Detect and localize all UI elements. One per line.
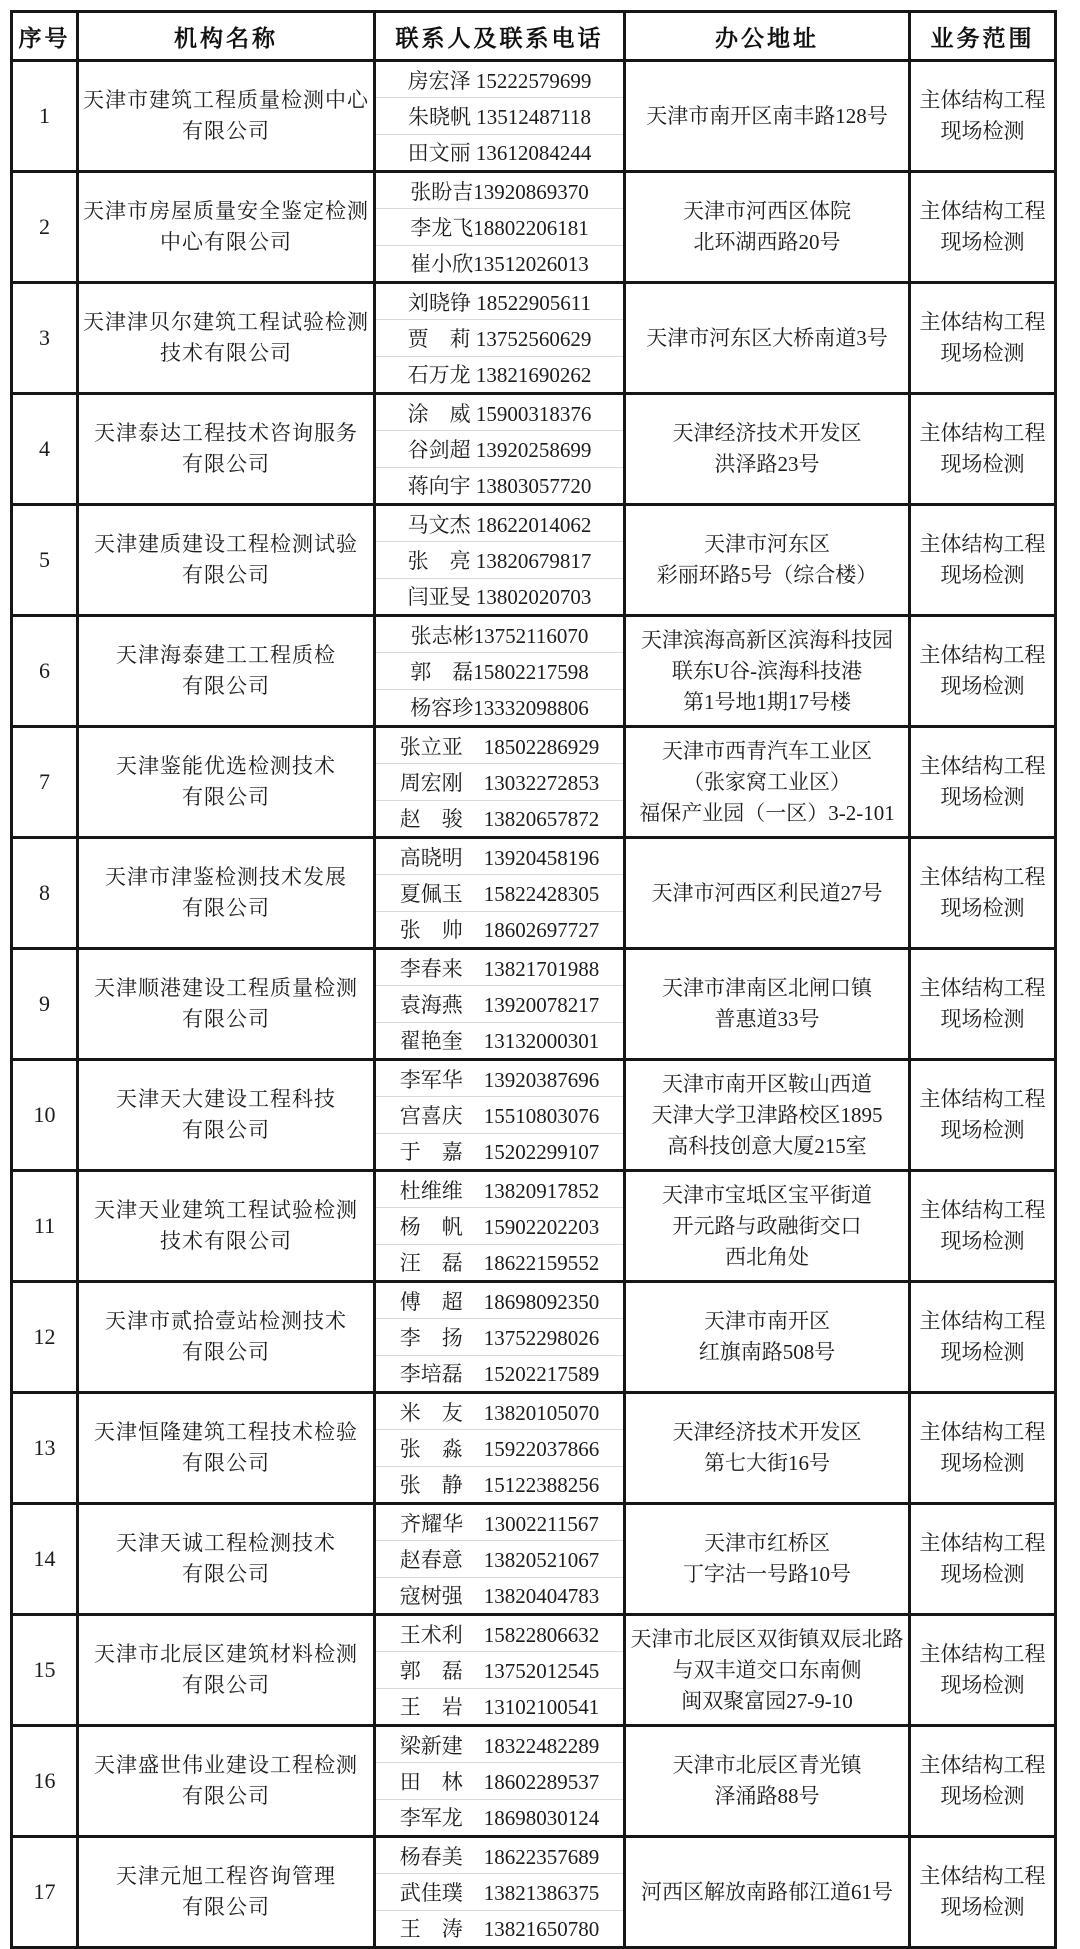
contact-line: 田文丽 13612084244 — [407, 141, 592, 166]
address-line: 天津市北辰区双街镇双辰北路 — [630, 1626, 904, 1651]
header-address: 办公地址 — [625, 12, 910, 61]
table-row — [12, 949, 1056, 1060]
contact-line: 房宏泽 15222579699 — [376, 62, 623, 98]
contacts-cell — [375, 394, 625, 505]
address-cell — [625, 949, 910, 1060]
scope-cell — [910, 283, 1056, 394]
table-row — [12, 1837, 1056, 1948]
table-row — [12, 1615, 1056, 1726]
contact-line: 郭 磊 13752012545 — [376, 1652, 623, 1688]
address-line: 天津市河西区体院 — [683, 199, 851, 223]
contact-line: 米 友 13820105070 — [376, 1394, 623, 1430]
contacts-list — [376, 1616, 623, 1724]
contact-line: 张盼吉13920869370 — [376, 173, 623, 209]
contacts-cell — [375, 838, 625, 949]
header-scope: 业务范围 — [910, 12, 1056, 61]
org-name-line: 有限公司 — [182, 896, 270, 920]
org-name-line: 有限公司 — [182, 1784, 270, 1808]
contact-line: 王术利 15822806632 — [376, 1616, 623, 1652]
scope-line: 现场检测 — [940, 1673, 1025, 1697]
scope-line: 现场检测 — [940, 119, 1025, 143]
table-row — [12, 1504, 1056, 1615]
org-name-cell — [78, 61, 375, 172]
org-name-line: 有限公司 — [182, 1673, 270, 1697]
row-number: 12 — [12, 1282, 78, 1393]
address-line: 天津市北辰区青光镇 — [672, 1753, 862, 1777]
contacts-list — [376, 1838, 623, 1946]
table-row — [12, 1171, 1056, 1282]
org-name-line: 有限公司 — [182, 563, 270, 587]
contacts-list — [376, 839, 623, 947]
org-name-line: 天津海泰建工工程质检 — [116, 643, 336, 667]
scope-line: 主体结构工程 — [919, 643, 1046, 667]
row-number: 15 — [12, 1615, 78, 1726]
org-name-line: 天津津贝尔建筑工程试验检测 — [83, 310, 369, 334]
contact-line: 贾 莉 13752560629 — [376, 320, 623, 356]
address-line: 泽涌路88号 — [714, 1784, 820, 1808]
org-name-line: 天津市北辰区建筑材料检测 — [94, 1642, 358, 1666]
address-line: 天津市河东区大桥南道3号 — [646, 325, 888, 350]
org-name-line: 有限公司 — [182, 1451, 270, 1475]
contact-line: 李军华 13920387696 — [376, 1061, 623, 1097]
contact-line: 张立亚 18502286929 — [376, 728, 623, 764]
contacts-cell — [375, 1615, 625, 1726]
address-line: 高科技创意大厦215室 — [667, 1133, 867, 1158]
scope-line: 现场检测 — [940, 563, 1025, 587]
scope-line: 主体结构工程 — [919, 1309, 1046, 1333]
org-name-line: 有限公司 — [182, 1895, 270, 1919]
table-row — [12, 394, 1056, 505]
org-name-line: 天津天业建筑工程试验检测 — [94, 1198, 358, 1222]
contacts-cell — [375, 1393, 625, 1504]
org-name-cell — [78, 172, 375, 283]
scope-line: 主体结构工程 — [919, 976, 1046, 1000]
contacts-cell — [375, 1282, 625, 1393]
scope-line: 主体结构工程 — [919, 1420, 1046, 1444]
contact-line: 张 淼 15922037866 — [376, 1430, 623, 1466]
contact-line: 李 扬 13752298026 — [376, 1319, 623, 1355]
org-name-cell — [78, 1837, 375, 1948]
contact-line: 张志彬13752116070 — [376, 617, 623, 653]
contact-line: 李培磊 15202217589 — [399, 1362, 600, 1387]
contact-line: 梁新建 18322482289 — [376, 1727, 623, 1763]
contact-line: 高晓明 13920458196 — [376, 839, 623, 875]
contact-line: 夏佩玉 15822428305 — [376, 875, 623, 911]
org-name-line: 天津泰达工程技术咨询服务 — [94, 421, 358, 445]
scope-cell — [910, 616, 1056, 727]
contact-line: 李春来 13821701988 — [376, 950, 623, 986]
address-line: 联东U谷-滨海科技港 — [671, 658, 863, 683]
org-name-cell — [78, 1393, 375, 1504]
address-line: 天津市宝坻区宝平街道 — [662, 1182, 872, 1207]
address-cell — [625, 1393, 910, 1504]
row-number: 7 — [12, 727, 78, 838]
address-line: 天津经济技术开发区 — [672, 421, 862, 445]
scope-cell — [910, 1504, 1056, 1615]
contacts-list — [376, 728, 623, 836]
contact-line: 张 亮 13820679817 — [376, 542, 623, 578]
scope-line: 现场检测 — [940, 452, 1025, 476]
contacts-cell — [375, 283, 625, 394]
contact-line: 赵 骏 13820657872 — [399, 807, 600, 832]
scope-line: 现场检测 — [940, 1562, 1025, 1586]
contact-line: 闫亚旻 13802020703 — [407, 585, 592, 610]
contacts-list — [376, 395, 623, 503]
address-line: 河西区解放南路郁江道61号 — [641, 1879, 893, 1904]
org-name-line: 天津市房屋质量安全鉴定检测 — [83, 199, 369, 223]
scope-cell — [910, 505, 1056, 616]
address-cell — [625, 1171, 910, 1282]
contact-line: 张 帅 18602697727 — [399, 918, 600, 943]
scope-line: 现场检测 — [940, 1784, 1025, 1808]
address-cell — [625, 1504, 910, 1615]
header-org-name: 机构名称 — [78, 12, 375, 61]
scope-line: 主体结构工程 — [919, 1198, 1046, 1222]
contact-line: 郭 磊15802217598 — [376, 653, 623, 689]
contacts-cell — [375, 505, 625, 616]
row-number: 6 — [12, 616, 78, 727]
contacts-list — [376, 1505, 623, 1613]
org-name-cell — [78, 616, 375, 727]
contacts-list — [376, 1727, 623, 1835]
org-name-line: 天津天诚工程检测技术 — [116, 1531, 336, 1555]
address-line: （张家窝工业区） — [683, 769, 851, 794]
org-name-line: 有限公司 — [182, 452, 270, 476]
contact-line: 于 嘉 15202299107 — [399, 1140, 600, 1165]
contacts-cell — [375, 61, 625, 172]
org-name-cell — [78, 727, 375, 838]
contact-line: 蒋向宇 13803057720 — [407, 474, 592, 499]
address-line: 天津市河东区 — [704, 532, 830, 556]
table-row — [12, 727, 1056, 838]
org-name-cell — [78, 1726, 375, 1837]
org-name-line: 有限公司 — [182, 119, 270, 143]
contact-line: 寇树强 13820404783 — [399, 1584, 600, 1609]
scope-line: 主体结构工程 — [919, 1087, 1046, 1111]
scope-line: 主体结构工程 — [919, 754, 1046, 778]
address-cell — [625, 394, 910, 505]
row-number: 1 — [12, 61, 78, 172]
contact-line: 张 静 15122388256 — [399, 1473, 600, 1498]
org-name-cell — [78, 283, 375, 394]
address-cell — [625, 172, 910, 283]
address-cell — [625, 1726, 910, 1837]
contacts-cell — [375, 1726, 625, 1837]
scope-cell — [910, 1393, 1056, 1504]
row-number: 9 — [12, 949, 78, 1060]
scope-line: 现场检测 — [940, 896, 1025, 920]
contacts-list — [376, 950, 623, 1058]
contact-line: 杨春美 18622357689 — [376, 1838, 623, 1874]
row-number: 14 — [12, 1504, 78, 1615]
address-line: 天津市红桥区 — [704, 1531, 830, 1555]
contact-line: 王 岩 13102100541 — [399, 1695, 600, 1720]
scope-cell — [910, 1060, 1056, 1171]
org-name-line: 有限公司 — [182, 785, 270, 809]
org-name-cell — [78, 1171, 375, 1282]
org-name-line: 有限公司 — [182, 1118, 270, 1142]
contact-line: 崔小欣13512026013 — [410, 252, 589, 277]
org-name-line: 有限公司 — [182, 1562, 270, 1586]
contact-line: 谷剑超 13920258699 — [376, 431, 623, 467]
org-name-line: 天津恒隆建筑工程技术检验 — [94, 1420, 358, 1444]
contact-line: 李军龙 18698030124 — [399, 1806, 600, 1831]
row-number: 10 — [12, 1060, 78, 1171]
contact-line: 翟艳奎 13132000301 — [399, 1029, 600, 1054]
contact-line: 袁海燕 13920078217 — [376, 986, 623, 1022]
address-cell — [625, 727, 910, 838]
scope-cell — [910, 838, 1056, 949]
header-row — [12, 12, 1056, 61]
table-row — [12, 283, 1056, 394]
scope-line: 主体结构工程 — [919, 1642, 1046, 1666]
address-line: 天津市南开区南丰路128号 — [646, 103, 888, 128]
address-line: 普惠道33号 — [714, 1007, 820, 1031]
scope-line: 主体结构工程 — [919, 1531, 1046, 1555]
row-number: 8 — [12, 838, 78, 949]
contact-line: 涂 威 15900318376 — [376, 395, 623, 431]
contact-line: 王 涛 13821650780 — [399, 1917, 600, 1942]
contact-line: 杨容珍13332098806 — [410, 696, 589, 721]
contacts-cell — [375, 1060, 625, 1171]
contacts-list — [376, 617, 623, 725]
scope-line: 现场检测 — [940, 1895, 1025, 1919]
scope-line: 现场检测 — [940, 230, 1025, 254]
address-cell — [625, 838, 910, 949]
address-line: 天津市河西区利民道27号 — [651, 880, 883, 905]
org-name-line: 天津天大建设工程科技 — [116, 1087, 336, 1111]
contacts-list — [376, 284, 623, 392]
contacts-list — [376, 1061, 623, 1169]
org-name-line: 中心有限公司 — [160, 230, 292, 254]
contacts-cell — [375, 1837, 625, 1948]
contact-line: 马文杰 18622014062 — [376, 506, 623, 542]
contacts-cell — [375, 616, 625, 727]
scope-line: 现场检测 — [940, 1007, 1025, 1031]
org-name-line: 天津盛世伟业建设工程检测 — [94, 1753, 358, 1777]
contact-line: 杜维维 13820917852 — [376, 1172, 623, 1208]
scope-line: 现场检测 — [940, 1451, 1025, 1475]
table-row — [12, 1726, 1056, 1837]
address-line: 开元路与政融街交口 — [672, 1213, 862, 1238]
org-name-line: 有限公司 — [182, 674, 270, 698]
row-number: 17 — [12, 1837, 78, 1948]
scope-line: 主体结构工程 — [919, 1864, 1046, 1888]
address-cell — [625, 1060, 910, 1171]
row-number: 3 — [12, 283, 78, 394]
row-number: 2 — [12, 172, 78, 283]
address-line: 天津市西青汽车工业区 — [662, 738, 872, 763]
scope-line: 现场检测 — [940, 341, 1025, 365]
table-header — [12, 12, 1056, 61]
org-name-line: 天津元旭工程咨询管理 — [116, 1864, 336, 1888]
contacts-cell — [375, 1504, 625, 1615]
contact-line: 汪 磊 18622159552 — [399, 1251, 600, 1276]
contact-line: 李龙飞18802206181 — [376, 209, 623, 245]
org-name-line: 天津建质建设工程检测试验 — [94, 532, 358, 556]
scope-cell — [910, 172, 1056, 283]
org-name-line: 技术有限公司 — [160, 1229, 292, 1253]
scope-line: 现场检测 — [940, 1340, 1025, 1364]
org-name-line: 有限公司 — [182, 1007, 270, 1031]
contact-line: 杨 帆 15902202203 — [376, 1208, 623, 1244]
address-line: 与双丰道交口东南侧 — [672, 1657, 862, 1682]
contacts-cell — [375, 949, 625, 1060]
row-number: 5 — [12, 505, 78, 616]
contact-line: 朱晓帆 13512487118 — [376, 98, 623, 134]
address-line: 红旗南路508号 — [698, 1340, 836, 1364]
table-row — [12, 61, 1056, 172]
table-row — [12, 838, 1056, 949]
org-name-cell — [78, 949, 375, 1060]
contacts-list — [376, 506, 623, 614]
contacts-cell — [375, 727, 625, 838]
contact-line: 赵春意 13820521067 — [376, 1541, 623, 1577]
contact-line: 武佳璞 13821386375 — [376, 1874, 623, 1910]
header-contacts: 联系人及联系电话 — [375, 12, 625, 61]
address-line: 洪泽路23号 — [714, 452, 820, 476]
contacts-list — [376, 1283, 623, 1391]
contact-line: 田 林 18602289537 — [376, 1763, 623, 1799]
scope-line: 主体结构工程 — [919, 865, 1046, 889]
org-name-line: 技术有限公司 — [160, 341, 292, 365]
org-name-cell — [78, 838, 375, 949]
scope-cell — [910, 61, 1056, 172]
scope-line: 主体结构工程 — [919, 310, 1046, 334]
scope-line: 现场检测 — [940, 1229, 1025, 1253]
scope-cell — [910, 1171, 1056, 1282]
address-cell — [625, 283, 910, 394]
scope-cell — [910, 727, 1056, 838]
org-name-line: 天津鉴能优选检测技术 — [116, 754, 336, 778]
address-cell — [625, 505, 910, 616]
scope-line: 主体结构工程 — [919, 1753, 1046, 1777]
org-name-line: 有限公司 — [182, 1340, 270, 1364]
scope-cell — [910, 949, 1056, 1060]
scope-line: 主体结构工程 — [919, 199, 1046, 223]
address-cell — [625, 61, 910, 172]
contact-line: 齐耀华 13002211567 — [376, 1505, 623, 1541]
scope-cell — [910, 1615, 1056, 1726]
contact-line: 石万龙 13821690262 — [407, 363, 592, 388]
table-row — [12, 616, 1056, 727]
contact-line: 傅 超 18698092350 — [376, 1283, 623, 1319]
scope-cell — [910, 1837, 1056, 1948]
contacts-list — [376, 1394, 623, 1502]
row-number: 13 — [12, 1393, 78, 1504]
contacts-cell — [375, 1171, 625, 1282]
org-name-cell — [78, 505, 375, 616]
scope-line: 现场检测 — [940, 785, 1025, 809]
table-row — [12, 1060, 1056, 1171]
scope-cell — [910, 1726, 1056, 1837]
address-cell — [625, 1837, 910, 1948]
address-line: 天津经济技术开发区 — [672, 1420, 862, 1444]
org-name-cell — [78, 1615, 375, 1726]
table-body — [12, 61, 1056, 1948]
address-cell — [625, 1282, 910, 1393]
org-name-line: 天津市津鉴检测技术发展 — [105, 865, 347, 889]
org-name-cell — [78, 1504, 375, 1615]
address-line: 天津大学卫津路校区1895 — [651, 1102, 883, 1127]
contacts-list — [376, 62, 623, 170]
contact-line: 刘晓铮 18522905611 — [376, 284, 623, 320]
address-line: 天津市南开区鞍山西道 — [662, 1071, 872, 1096]
table-row — [12, 505, 1056, 616]
table-row — [12, 172, 1056, 283]
scope-line: 主体结构工程 — [919, 421, 1046, 445]
header-serial: 序号 — [12, 12, 78, 61]
address-line: 第1号地1期17号楼 — [683, 689, 851, 714]
org-name-line: 天津顺港建设工程质量检测 — [94, 976, 358, 1000]
org-name-cell — [78, 1060, 375, 1171]
scope-line: 现场检测 — [940, 674, 1025, 698]
table-row — [12, 1393, 1056, 1504]
address-cell — [625, 616, 910, 727]
address-cell — [625, 1615, 910, 1726]
row-number: 4 — [12, 394, 78, 505]
org-name-line: 天津市贰拾壹站检测技术 — [105, 1309, 347, 1333]
address-line: 彩丽环路5号（综合楼） — [656, 563, 878, 587]
row-number: 16 — [12, 1726, 78, 1837]
address-line: 丁字沽一号路10号 — [683, 1562, 851, 1586]
contact-line: 周宏刚 13032272853 — [376, 764, 623, 800]
contacts-list — [376, 1172, 623, 1280]
org-name-cell — [78, 394, 375, 505]
address-line: 北环湖西路20号 — [693, 230, 841, 254]
row-number: 11 — [12, 1171, 78, 1282]
address-line: 第七大街16号 — [704, 1451, 830, 1475]
scope-cell — [910, 394, 1056, 505]
address-line: 天津滨海高新区滨海科技园 — [641, 627, 893, 652]
org-name-cell — [78, 1282, 375, 1393]
address-line: 福保产业园（一区）3-2-101 — [639, 800, 895, 825]
address-line: 闽双聚富园27-9-10 — [681, 1688, 853, 1713]
contact-line: 宫喜庆 15510803076 — [376, 1097, 623, 1133]
address-line: 天津市津南区北闸口镇 — [662, 976, 872, 1000]
scope-line: 主体结构工程 — [919, 88, 1046, 112]
contacts-cell — [375, 172, 625, 283]
contacts-list — [376, 173, 623, 281]
address-line: 天津市南开区 — [704, 1309, 830, 1333]
table-row — [12, 1282, 1056, 1393]
org-name-line: 天津市建筑工程质量检测中心 — [83, 88, 369, 112]
address-line: 西北角处 — [725, 1244, 809, 1269]
scope-line: 现场检测 — [940, 1118, 1025, 1142]
scope-line: 主体结构工程 — [919, 532, 1046, 556]
scope-cell — [910, 1282, 1056, 1393]
org-list-table — [10, 10, 1057, 1949]
